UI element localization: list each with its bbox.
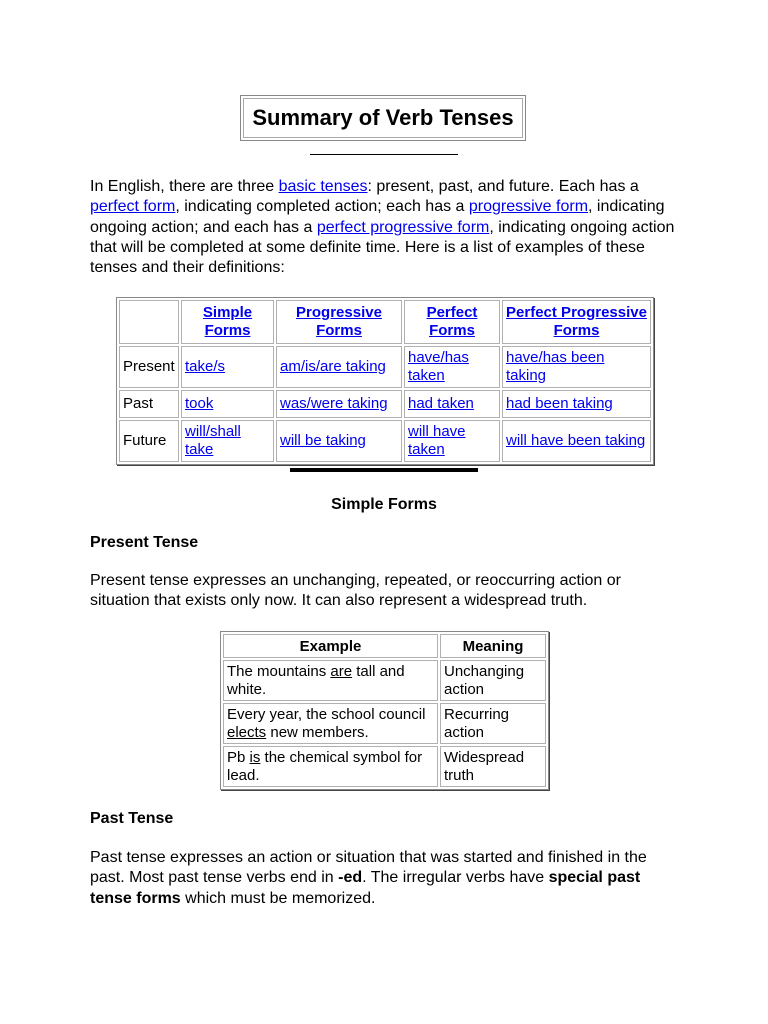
table-row [119, 390, 651, 418]
tense-link[interactable]: am/is/are taking [280, 358, 386, 375]
example-text: the chemical symbol for lead. [227, 749, 423, 784]
tense-link[interactable]: took [185, 395, 214, 412]
present-tense-description: Present tense expresses an unchanging, repeated, or reoccurring action or situation that exists only now. It can also represent a widespread truth. [90, 572, 621, 610]
past-text-3: which must be memorized. [180, 889, 376, 907]
example-verb: are [330, 663, 353, 680]
past-text-2: . The irregular verbs have [362, 869, 549, 887]
basic-tenses-link[interactable]: basic tenses [278, 178, 368, 195]
table-row [223, 703, 546, 744]
past-tense-description [90, 848, 680, 909]
table-cell [502, 346, 651, 388]
table-row [119, 420, 651, 462]
table-cell [181, 390, 274, 418]
example-text: Every year, the school council [227, 706, 426, 723]
table-cell [404, 346, 500, 388]
table-cell [502, 420, 651, 462]
tense-link[interactable]: have/has taken [408, 349, 469, 384]
row-label-past: Past [119, 390, 179, 418]
table-cell [276, 346, 402, 388]
header-example: Example [223, 634, 438, 658]
perfect-progressive-form-link[interactable]: perfect progressive form [316, 218, 490, 236]
past-tense-heading: Past Tense [90, 810, 174, 827]
tense-link[interactable]: will have been taking [506, 432, 646, 449]
example-verb: elects [227, 723, 267, 741]
table-header-row [223, 634, 546, 658]
simple-forms-link[interactable]: Simple Forms [202, 304, 253, 339]
table-row [223, 746, 546, 787]
past-text-1: Past tense expresses an action or situation that was started and finished in the past. Most past tense verbs end in [90, 849, 647, 887]
table-cell [276, 420, 402, 462]
corner-cell [119, 300, 179, 344]
intro-text-1: In English, there are three [90, 178, 279, 195]
simple-forms-heading: Simple Forms [331, 496, 437, 513]
row-label-future: Future [119, 420, 179, 462]
example-text: new members. [266, 723, 369, 741]
perfect-form-link[interactable]: perfect form [90, 198, 176, 216]
tense-link[interactable]: will be taking [280, 432, 366, 449]
meaning-cell: Recurring action [440, 703, 546, 744]
example-text: tall and white. [227, 663, 405, 698]
example-cell [223, 660, 438, 701]
tense-link[interactable]: have/has been taking [506, 349, 605, 384]
table-cell [502, 390, 651, 418]
progressive-forms-link[interactable]: Progressive Forms [296, 304, 382, 339]
title-divider [310, 154, 458, 155]
perfect-progressive-forms-link[interactable]: Perfect Progressive Forms [506, 304, 647, 339]
page-title: Summary of Verb Tenses [240, 95, 526, 141]
past-bold-special-forms: special past tense forms [90, 869, 641, 907]
example-verb: is [249, 749, 261, 766]
table-cell [404, 420, 500, 462]
present-examples-table [220, 631, 549, 790]
example-text: Pb [227, 749, 250, 766]
header-perfect-forms[interactable] [404, 300, 500, 344]
header-progressive-forms[interactable] [276, 300, 402, 344]
past-bold-ed: -ed [338, 869, 363, 887]
header-simple-forms[interactable] [181, 300, 274, 344]
verb-tense-table [116, 297, 654, 465]
intro-text-5: , indicating ongoing action that will be completed at some definite time. Here is a list of examples of these tenses and their definitions: [90, 218, 675, 277]
tense-link[interactable]: was/were taking [280, 395, 388, 412]
example-text: The mountains [227, 663, 331, 680]
intro-paragraph [90, 177, 680, 278]
intro-text-4: , indicating ongoing action; and each has a [90, 198, 665, 236]
table-header-row [119, 300, 651, 344]
tense-link[interactable]: take/s [185, 358, 226, 375]
table-cell [404, 390, 500, 418]
meaning-cell: Widespread truth [440, 746, 546, 787]
example-cell [223, 746, 438, 787]
table-cell [181, 420, 274, 462]
header-perfect-progressive-forms[interactable] [502, 300, 651, 344]
progressive-form-link[interactable]: progressive form [468, 198, 589, 216]
tense-link[interactable]: will/shall take [185, 423, 241, 458]
intro-text-3: , indicating completed action; each has a [175, 198, 469, 216]
example-cell [223, 703, 438, 744]
tense-link[interactable]: will have taken [408, 423, 466, 458]
header-meaning: Meaning [440, 634, 546, 658]
intro-text-2: : present, past, and future. Each has a [367, 178, 639, 195]
row-label-present: Present [119, 346, 179, 388]
section-divider [290, 468, 478, 472]
meaning-cell: Unchanging action [440, 660, 546, 701]
tense-link[interactable]: had been taking [506, 395, 613, 412]
table-cell [276, 390, 402, 418]
table-row [223, 660, 546, 701]
perfect-forms-link[interactable]: Perfect Forms [426, 304, 478, 339]
table-row [119, 346, 651, 388]
table-cell [181, 346, 274, 388]
present-tense-heading: Present Tense [90, 534, 199, 551]
tense-link[interactable]: had taken [408, 395, 474, 412]
